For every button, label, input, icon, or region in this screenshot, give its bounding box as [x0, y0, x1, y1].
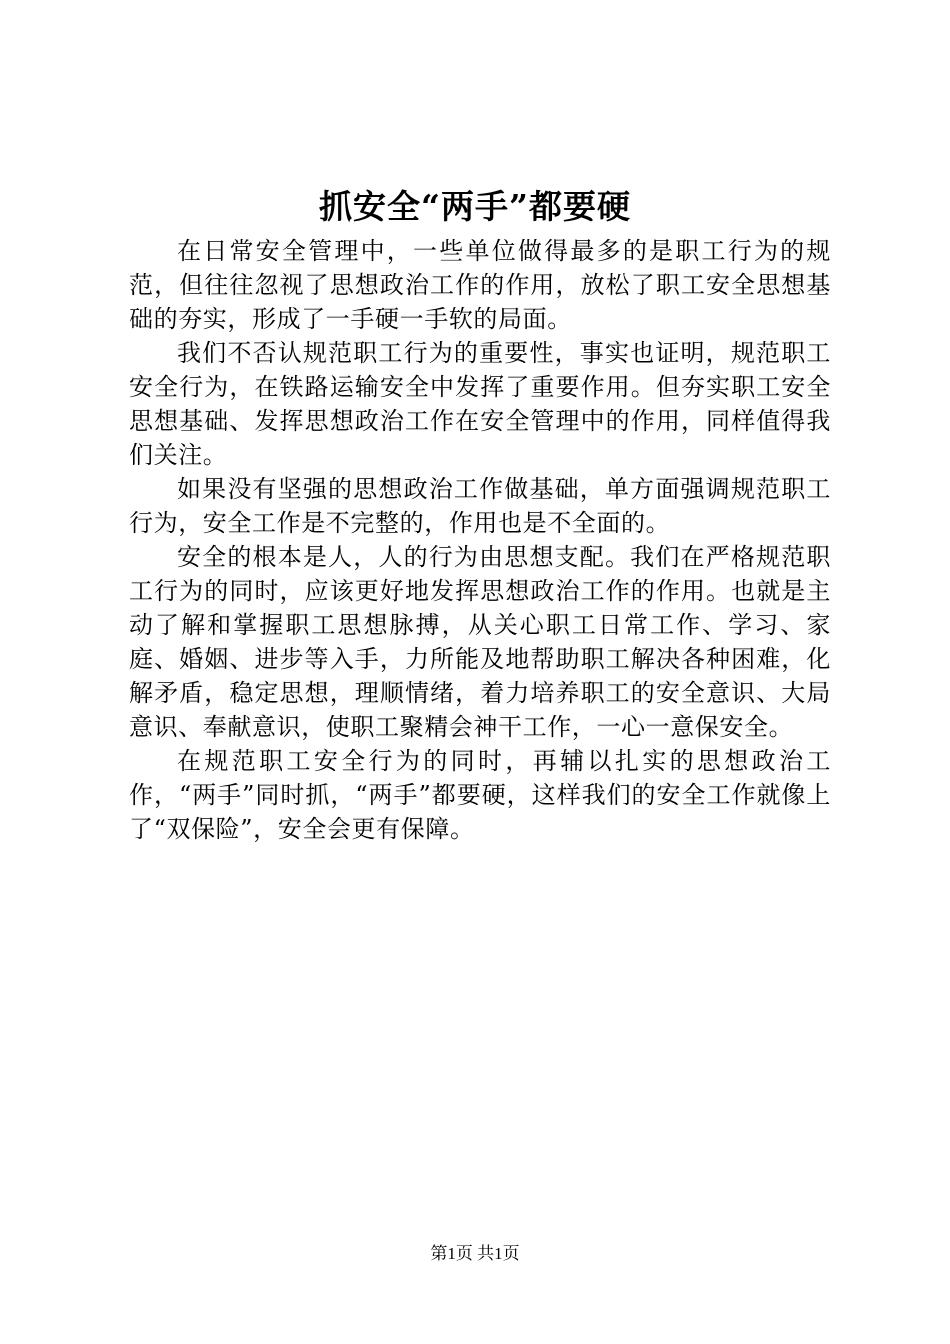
page-number-footer: 第1页 共1页 [430, 1244, 520, 1263]
paragraph-2: 我们不否认规范职工行为的重要性，事实也证明，规范职工安全行为，在铁路运输安全中发挥了重要作用。但夯实职工安全思想基础、发挥思想政治工作在安全管理中的作用，同样值得我们关注。 [129, 339, 831, 469]
paragraph-3: 如果没有坚强的思想政治工作做基础，单方面强调规范职工行为，安全工作是不完整的，作用也是不全面的。 [129, 475, 831, 537]
document-body [129, 234, 831, 846]
paragraph-4: 安全的根本是人，人的行为由思想支配。我们在严格规范职工行为的同时，应该更好地发挥思想政治工作的作用。也就是主动了解和掌握职工思想脉搏，从关心职工日常工作、学习、家庭、婚姻、进步等入手，力所能及地帮助职工解决各种困难，化解矛盾，稳定思想，理顺情绪，着力培养职工的安全意识、大局意识、奉献意识，使职工聚精会神干工作，一心一意保安全。 [129, 543, 831, 741]
paragraph-5: 在规范职工安全行为的同时，再辅以扎实的思想政治工作，“两手”同时抓，“两手”都要硬，这样我们的安全工作就像上了“双保险”，安全会更有保障。 [129, 747, 831, 843]
paragraph-1: 在日常安全管理中，一些单位做得最多的是职工行为的规范，但往往忽视了思想政治工作的作用，放松了职工安全思想基础的夯实，形成了一手硬一手软的局面。 [129, 237, 831, 333]
document-title: 抓安全“两手”都要硬 [319, 187, 631, 226]
